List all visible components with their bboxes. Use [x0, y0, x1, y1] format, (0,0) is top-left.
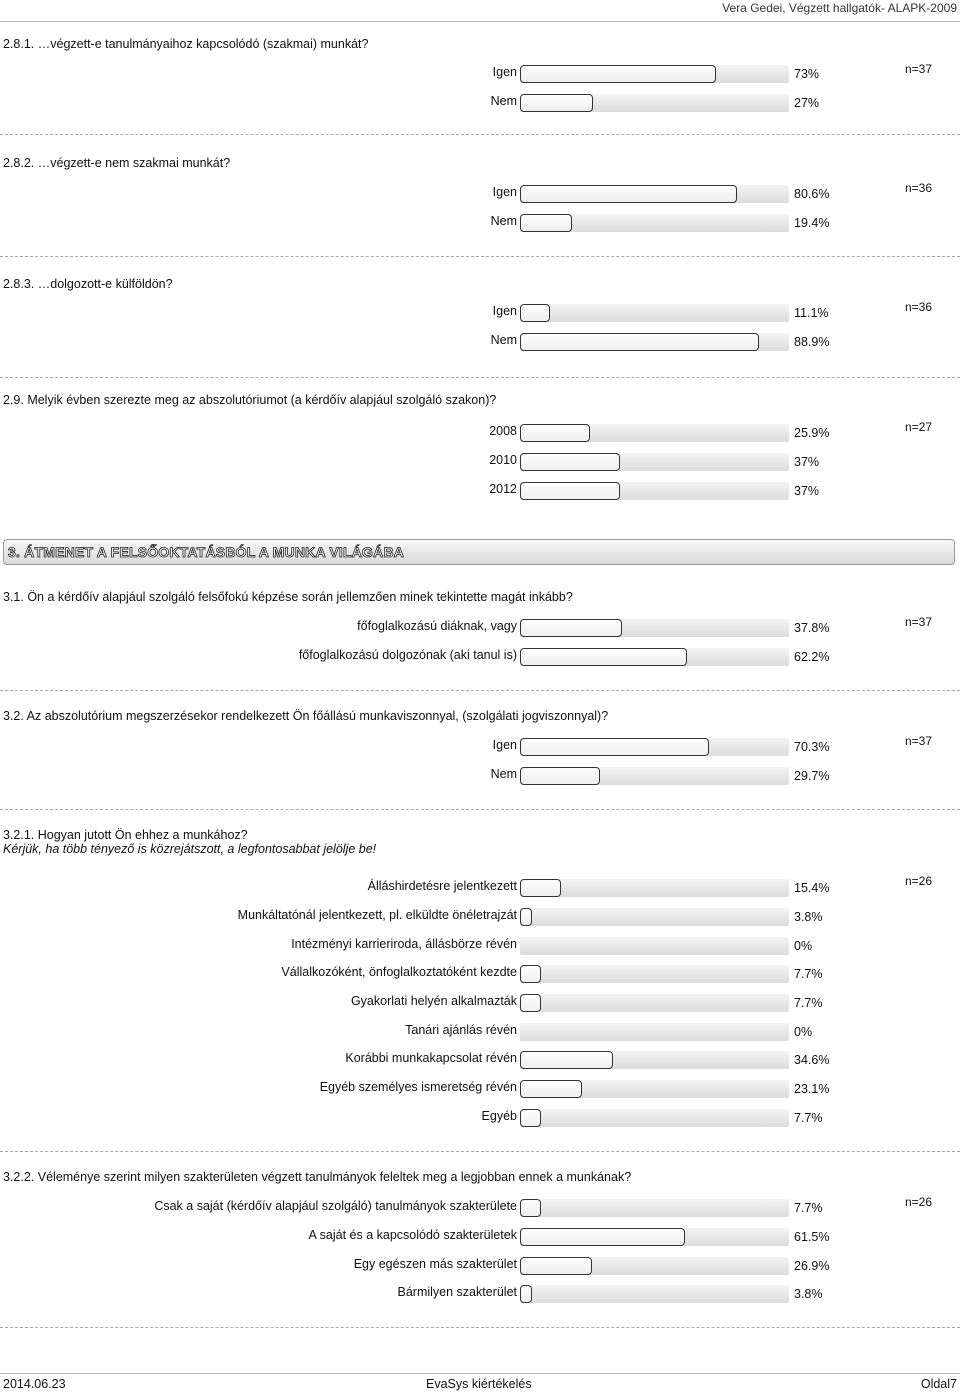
question-title: 3.2.1. Hogyan jutott Ön ehhez a munkához?	[3, 828, 248, 842]
answer-percent: 88.9%	[794, 335, 830, 349]
result-bar	[520, 65, 716, 83]
answer-row	[3, 1107, 903, 1125]
result-bar	[520, 994, 541, 1012]
question-divider	[0, 809, 960, 810]
result-bar-track	[520, 965, 789, 983]
answer-percent: 19.4%	[794, 216, 830, 230]
answer-row	[3, 480, 903, 498]
answer-label: Nem	[490, 214, 517, 228]
answer-row	[3, 302, 903, 320]
result-bar	[520, 738, 709, 756]
question-divider	[0, 690, 960, 691]
answer-label: 2012	[489, 482, 517, 496]
result-bar-track	[520, 767, 789, 785]
result-bar-track	[520, 1023, 789, 1041]
result-bar-track	[520, 619, 789, 637]
answer-percent: 0%	[794, 939, 813, 953]
result-bar-track	[520, 1051, 789, 1069]
question-3-2-1	[3, 828, 933, 1125]
answer-percent: 70.3%	[794, 740, 830, 754]
answer-label: főfoglalkozású diáknak, vagy	[357, 619, 517, 633]
result-bar	[520, 453, 620, 471]
answer-percent: 3.8%	[794, 1287, 823, 1301]
result-bar	[520, 1228, 685, 1246]
result-bar	[520, 648, 687, 666]
result-bar	[520, 1285, 532, 1303]
result-bar-track	[520, 738, 789, 756]
question-2-9	[3, 393, 933, 498]
answer-label: Nem	[490, 333, 517, 347]
footer-center: EvaSys kiértékelés	[426, 1377, 532, 1391]
result-bar-track	[520, 1199, 789, 1217]
answer-label: Intézményi karrieriroda, állásbörze révén	[291, 937, 517, 951]
result-bar	[520, 1080, 582, 1098]
result-bar-track	[520, 453, 789, 471]
footer-rule	[0, 1373, 960, 1374]
answer-percent: 25.9%	[794, 426, 830, 440]
answer-row	[3, 617, 903, 635]
answer-percent: 11.1%	[794, 306, 829, 320]
answer-row	[3, 183, 903, 201]
sample-size: n=26	[905, 1195, 933, 1209]
answer-percent: 7.7%	[794, 1111, 823, 1125]
result-bar	[520, 965, 541, 983]
result-bar	[520, 1051, 613, 1069]
result-bar	[520, 908, 532, 926]
question-title: 3.2. Az abszolutórium megszerzésekor rendelkezett Ön főállású munkaviszonnyal, (szolgálati jogviszonnyal)?	[3, 709, 609, 723]
answer-label: Korábbi munkakapcsolat révén	[345, 1051, 517, 1065]
answer-row	[3, 92, 903, 110]
result-bar	[520, 619, 622, 637]
answer-percent: 27%	[794, 96, 820, 110]
answer-label: Egyéb személyes ismeretség révén	[319, 1080, 517, 1094]
answer-label: Igen	[492, 738, 517, 752]
result-bar-track	[520, 879, 789, 897]
result-bar	[520, 214, 572, 232]
answer-label: 2008	[489, 424, 517, 438]
answer-percent: 26.9%	[794, 1259, 830, 1273]
sample-size: n=26	[905, 874, 933, 888]
answer-percent: 34.6%	[794, 1053, 830, 1067]
answer-row	[3, 1283, 903, 1301]
result-bar-track	[520, 304, 789, 322]
question-instruction: Kérjük, ha több tényező is közrejátszott, a legfontosabbat jelölje be!	[3, 842, 377, 856]
sample-size: n=36	[905, 300, 933, 314]
question-title: 3.1. Ön a kérdőív alapjául szolgáló felsőfokú képzése során jellemzően minek tekintette magát inkább?	[3, 590, 573, 604]
answer-row	[3, 1021, 903, 1039]
answer-row	[3, 1226, 903, 1244]
answer-row	[3, 1255, 903, 1273]
question-divider	[0, 1327, 960, 1328]
answer-label: Tanári ajánlás révén	[405, 1023, 517, 1037]
question-title: 2.8.3. …dolgozott-e külföldön?	[3, 277, 173, 291]
result-bar	[520, 1109, 541, 1127]
result-bar-track	[520, 994, 789, 1012]
answer-label: Vállalkozóként, önfoglalkoztatóként kezdte	[281, 965, 517, 979]
result-bar	[520, 1257, 592, 1275]
answer-percent: 37%	[794, 455, 820, 469]
result-bar-track	[520, 908, 789, 926]
result-bar	[520, 94, 593, 112]
question-2-8-1	[3, 37, 933, 110]
answer-label: Igen	[492, 65, 517, 79]
answer-label: Egyéb	[481, 1109, 517, 1123]
answer-percent: 61.5%	[794, 1230, 830, 1244]
answer-row	[3, 63, 903, 81]
answer-row	[3, 1197, 903, 1215]
answer-row	[3, 331, 903, 349]
question-divider	[0, 1151, 960, 1152]
answer-label: Bármilyen szakterület	[397, 1285, 517, 1299]
result-bar-track	[520, 1109, 789, 1127]
answer-label: Igen	[492, 185, 517, 199]
sample-size: n=37	[905, 734, 933, 748]
sample-size: n=27	[905, 420, 933, 434]
question-title: 2.8.1. …végzett-e tanulmányaihoz kapcsolódó (szakmai) munkát?	[3, 37, 369, 51]
result-bar-track	[520, 214, 789, 232]
answer-label: 2010	[489, 453, 517, 467]
result-bar-track	[520, 94, 789, 112]
answer-label: Igen	[492, 304, 517, 318]
answer-percent: 37.8%	[794, 621, 830, 635]
answer-row	[3, 935, 903, 953]
question-title: 2.8.2. …végzett-e nem szakmai munkát?	[3, 156, 231, 170]
result-bar-track	[520, 1228, 789, 1246]
answer-label: Csak a saját (kérdőív alapjául szolgáló) tanulmányok szakterülete	[154, 1199, 517, 1213]
answer-percent: 29.7%	[794, 769, 830, 783]
result-bar-track	[520, 65, 789, 83]
answer-row	[3, 1078, 903, 1096]
question-divider	[0, 134, 960, 135]
question-divider	[0, 256, 960, 257]
answer-label: főfoglalkozású dolgozónak (aki tanul is)	[298, 648, 517, 662]
question-title: 3.2.2. Véleménye szerint milyen szakterületen végzett tanulmányok feleltek meg a legjobban ennek a munkának?	[3, 1170, 632, 1184]
answer-percent: 73%	[794, 67, 820, 81]
answer-percent: 15.4%	[794, 881, 830, 895]
question-title: 2.9. Melyik évben szerezte meg az abszolutóriumot (a kérdőív alapjául szolgáló szakon)?	[3, 393, 497, 407]
footer-date: 2014.06.23	[3, 1377, 66, 1391]
answer-label: Nem	[490, 767, 517, 781]
answer-label: Nem	[490, 94, 517, 108]
result-bar	[520, 1199, 541, 1217]
result-bar-track	[520, 333, 789, 351]
answer-row	[3, 963, 903, 981]
section-header	[3, 539, 955, 565]
result-bar	[520, 767, 600, 785]
answer-label: A saját és a kapcsolódó szakterületek	[308, 1228, 517, 1242]
answer-percent: 7.7%	[794, 967, 823, 981]
result-bar	[520, 333, 759, 351]
question-divider	[0, 377, 960, 378]
answer-row	[3, 422, 903, 440]
sample-size: n=37	[905, 615, 933, 629]
answer-row	[3, 1049, 903, 1067]
answer-row	[3, 906, 903, 924]
answer-percent: 37%	[794, 484, 820, 498]
answer-percent: 0%	[794, 1025, 813, 1039]
answer-row	[3, 212, 903, 230]
result-bar	[520, 482, 620, 500]
result-bar-track	[520, 482, 789, 500]
question-3-2	[3, 709, 933, 783]
answer-row	[3, 646, 903, 664]
result-bar-track	[520, 1257, 789, 1275]
footer-page: Oldal7	[920, 1377, 957, 1391]
answer-label: Egy egészen más szakterület	[353, 1257, 517, 1271]
result-bar	[520, 185, 737, 203]
result-bar-track	[520, 937, 789, 955]
answer-row	[3, 736, 903, 754]
answer-label: Álláshirdetésre jelentkezett	[367, 879, 517, 893]
result-bar-track	[520, 648, 789, 666]
result-bar	[520, 304, 550, 322]
result-bar-track	[520, 1285, 789, 1303]
answer-percent: 3.8%	[794, 910, 823, 924]
answer-label: Gyakorlati helyén alkalmazták	[350, 994, 517, 1008]
answer-row	[3, 451, 903, 469]
header-author: Vera Gedei, Végzett hallgatók- ALAPK-2009	[722, 1, 957, 15]
result-bar-track	[520, 185, 789, 203]
answer-percent: 7.7%	[794, 1201, 823, 1215]
question-3-1	[3, 590, 933, 664]
answer-percent: 62.2%	[794, 650, 830, 664]
answer-percent: 7.7%	[794, 996, 823, 1010]
answer-label: Munkáltatónál jelentkezett, pl. elküldte önéletrajzát	[237, 908, 517, 922]
question-3-2-2	[3, 1170, 933, 1301]
result-bar	[520, 424, 590, 442]
sample-size: n=36	[905, 181, 933, 195]
result-bar-track	[520, 424, 789, 442]
answer-row	[3, 877, 903, 895]
question-2-8-3	[3, 277, 933, 349]
answer-row	[3, 992, 903, 1010]
question-2-8-2	[3, 156, 933, 230]
section-title: 3. ÁTMENET A FELSŐOKTATÁSBÓL A MUNKA VILÁGÁBA	[8, 544, 405, 560]
answer-percent: 23.1%	[794, 1082, 830, 1096]
result-bar	[520, 879, 561, 897]
answer-row	[3, 765, 903, 783]
header-rule	[0, 21, 960, 22]
sample-size: n=37	[905, 62, 933, 76]
answer-percent: 80.6%	[794, 187, 830, 201]
result-bar-track	[520, 1080, 789, 1098]
